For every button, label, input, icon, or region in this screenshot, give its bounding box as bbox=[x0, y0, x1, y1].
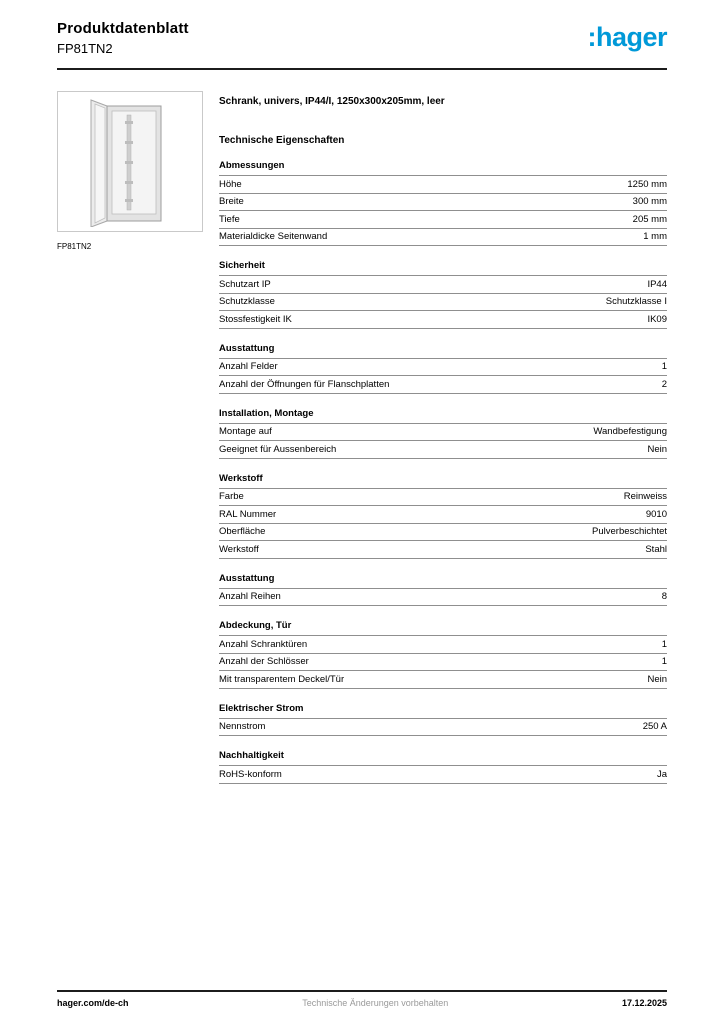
spec-row bbox=[219, 294, 667, 312]
spec-section-title: Ausstattung bbox=[219, 343, 667, 359]
spec-row bbox=[219, 194, 667, 212]
spec-section bbox=[219, 408, 667, 459]
spec-label: Höhe bbox=[219, 178, 242, 190]
spec-label: RoHS-konform bbox=[219, 768, 282, 780]
spec-value: 1 mm bbox=[643, 231, 667, 242]
spec-section-title: Installation, Montage bbox=[219, 408, 667, 424]
spec-row bbox=[219, 719, 667, 737]
footer-date: 17.12.2025 bbox=[621, 998, 667, 1008]
cabinet-illustration-icon bbox=[65, 97, 195, 227]
header-divider bbox=[57, 68, 667, 70]
spec-value: 205 mm bbox=[632, 213, 667, 225]
spec-value: 2 bbox=[661, 378, 667, 390]
spec-label: Anzahl der Schlösser bbox=[219, 656, 309, 667]
footer-note: Technische Änderungen vorbehalten bbox=[302, 998, 449, 1008]
spec-value: 1250 mm bbox=[627, 178, 667, 190]
spec-label: Stossfestigkeit IK bbox=[219, 313, 292, 325]
page-title: Produktdatenblatt bbox=[57, 20, 189, 37]
spec-value: Reinweiss bbox=[623, 491, 667, 502]
spec-label: Breite bbox=[219, 196, 244, 207]
spec-row bbox=[219, 229, 667, 247]
spec-section bbox=[219, 750, 667, 784]
product-image bbox=[57, 91, 203, 232]
header bbox=[57, 0, 667, 56]
spec-label: Anzahl Reihen bbox=[219, 591, 281, 602]
spec-section-title: Nachhaltigkeit bbox=[219, 750, 667, 766]
spec-row bbox=[219, 654, 667, 672]
spec-section bbox=[219, 620, 667, 689]
spec-value: 8 bbox=[661, 591, 667, 602]
footer-divider bbox=[57, 990, 667, 992]
spec-section-title: Elektrischer Strom bbox=[219, 703, 667, 719]
spec-section-title: Ausstattung bbox=[219, 573, 667, 589]
spec-row bbox=[219, 276, 667, 294]
spec-value: 300 mm bbox=[632, 196, 667, 207]
product-title: Schrank, univers, IP44/I, 1250x300x205mm, leer bbox=[219, 96, 445, 107]
spec-sections bbox=[219, 160, 667, 784]
spec-row bbox=[219, 671, 667, 689]
spec-row bbox=[219, 636, 667, 654]
spec-section bbox=[219, 343, 667, 394]
left-column bbox=[57, 91, 203, 784]
spec-value: Pulverbeschichtet bbox=[592, 526, 667, 537]
spec-section-title: Abmessungen bbox=[219, 160, 667, 176]
spec-label: Anzahl der Öffnungen für Flanschplatten bbox=[219, 378, 390, 390]
content bbox=[57, 91, 667, 784]
spec-row bbox=[219, 766, 667, 784]
product-code: FP81TN2 bbox=[57, 41, 113, 56]
spec-section-title: Werkstoff bbox=[219, 473, 667, 489]
spec-row bbox=[219, 524, 667, 542]
spec-value: Nein bbox=[647, 443, 667, 455]
spec-row bbox=[219, 176, 667, 194]
spec-row bbox=[219, 424, 667, 442]
spec-section bbox=[219, 160, 667, 246]
right-column bbox=[219, 91, 667, 784]
spec-label: Anzahl Felder bbox=[219, 361, 278, 372]
spec-label: Montage auf bbox=[219, 426, 272, 437]
product-image-caption: FP81TN2 bbox=[57, 242, 92, 251]
spec-section-title: Abdeckung, Tür bbox=[219, 620, 667, 636]
spec-label: Tiefe bbox=[219, 213, 240, 225]
spec-row bbox=[219, 541, 667, 559]
header-text bbox=[57, 20, 189, 56]
spec-row bbox=[219, 441, 667, 459]
spec-row bbox=[219, 211, 667, 229]
spec-label: RAL Nummer bbox=[219, 508, 277, 520]
spec-value: 1 bbox=[661, 638, 667, 650]
footer-url[interactable]: hager.com/de-ch bbox=[57, 998, 129, 1008]
hager-logo: :hager bbox=[587, 22, 667, 52]
spec-section bbox=[219, 703, 667, 737]
spec-value: Nein bbox=[647, 673, 667, 685]
spec-label: Nennstrom bbox=[219, 721, 266, 732]
spec-value: 9010 bbox=[645, 508, 667, 520]
spec-value: IP44 bbox=[647, 278, 667, 290]
spec-label: Farbe bbox=[219, 491, 244, 502]
spec-value: 1 bbox=[661, 656, 667, 667]
spec-section-title: Sicherheit bbox=[219, 260, 667, 276]
spec-row bbox=[219, 506, 667, 524]
spec-label: Materialdicke Seitenwand bbox=[219, 231, 328, 242]
spec-value: Wandbefestigung bbox=[593, 426, 667, 437]
spec-value: Ja bbox=[656, 768, 667, 780]
spec-label: Geeignet für Aussenbereich bbox=[219, 443, 337, 455]
spec-row bbox=[219, 489, 667, 507]
spec-label: Oberfläche bbox=[219, 526, 266, 537]
footer-row bbox=[57, 998, 667, 1008]
spec-value: 1 bbox=[661, 361, 667, 372]
spec-label: Anzahl Schranktüren bbox=[219, 638, 308, 650]
spec-value: IK09 bbox=[647, 313, 667, 325]
spec-row bbox=[219, 589, 667, 607]
spec-row bbox=[219, 376, 667, 394]
spec-label: Schutzklasse bbox=[219, 296, 275, 307]
spec-label: Mit transparentem Deckel/Tür bbox=[219, 673, 345, 685]
spec-row bbox=[219, 311, 667, 329]
spec-value: Stahl bbox=[645, 543, 667, 555]
tech-properties-heading: Technische Eigenschaften bbox=[219, 135, 345, 146]
spec-section bbox=[219, 260, 667, 329]
spec-section bbox=[219, 473, 667, 559]
spec-value: Schutzklasse I bbox=[605, 296, 667, 307]
spec-row bbox=[219, 359, 667, 377]
spec-label: Schutzart IP bbox=[219, 278, 271, 290]
spec-label: Werkstoff bbox=[219, 543, 259, 555]
spec-section bbox=[219, 573, 667, 607]
footer bbox=[57, 990, 667, 1008]
spec-value: 250 A bbox=[642, 721, 667, 732]
